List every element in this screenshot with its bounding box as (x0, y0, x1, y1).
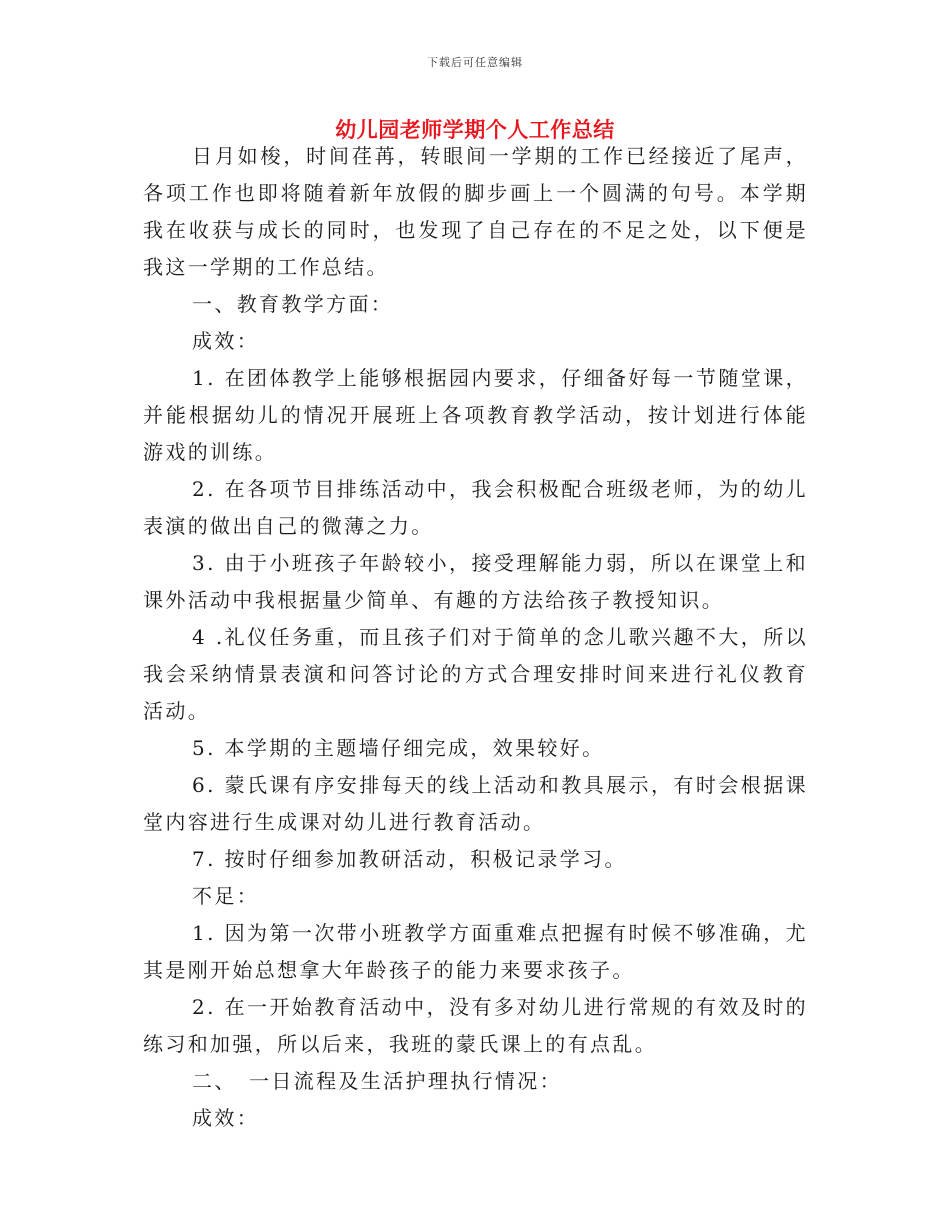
list-item: 1. 在团体教学上能够根据园内要求，仔细备好每一节随堂课，并能根据幼儿的情况开展班上各项教育教学活动，按计划进行体能游戏的训练。 (143, 366, 808, 464)
list-item: 2. 在一开始教育活动中，没有多对幼儿进行常规的有效及时的练习和加强，所以后来，我班的蒙氏课上的有点乱。 (143, 995, 808, 1056)
subheading-achievements: 成效： (192, 1106, 260, 1130)
page-header-note: 下载后可任意编辑 (427, 56, 523, 69)
list-item: 6. 蒙氏课有序安排每天的线上活动和教具展示，有时会根据课堂内容进行生成课对幼儿进行教育活动。 (143, 773, 808, 834)
section-heading-teaching: 一、教育教学方面： (192, 292, 394, 316)
list-item: 3. 由于小班孩子年龄较小，接受理解能力弱，所以在课堂上和课外活动中我根据量少简单、有趣的方法给孩子教授知识。 (143, 551, 808, 612)
list-item: 7. 按时仔细参加教研活动，积极记录学习。 (192, 847, 627, 871)
subheading-shortcomings: 不足： (192, 884, 260, 908)
intro-paragraph: 日月如梭，时间荏苒，转眼间一学期的工作已经接近了尾声，各项工作也即将随着新年放假的脚步画上一个圆满的句号。本学期我在收获与成长的同时，也发现了自己存在的不足之处，以下便是我这一学期的工作总结。 (143, 144, 808, 279)
document-title: 幼儿园老师学期个人工作总结 (335, 117, 615, 142)
document-body (143, 138, 808, 1137)
section-heading-daily-routine: 二、 一日流程及生活护理执行情况： (192, 1069, 562, 1093)
list-item: 2. 在各项节目排练活动中，我会积极配合班级老师，为的幼儿表演的做出自己的微薄之力。 (143, 477, 808, 538)
subheading-achievements: 成效： (192, 329, 260, 353)
list-item: 4 .礼仪任务重，而且孩子们对于简单的念儿歌兴趣不大，所以我会采纳情景表演和问答讨论的方式合理安排时间来进行礼仪教育活动。 (143, 625, 808, 723)
list-item: 5. 本学期的主题墙仔细完成，效果较好。 (192, 736, 605, 760)
list-item: 1. 因为第一次带小班教学方面重难点把握有时候不够准确，尤其是刚开始总想拿大年龄孩子的能力来要求孩子。 (143, 921, 808, 982)
